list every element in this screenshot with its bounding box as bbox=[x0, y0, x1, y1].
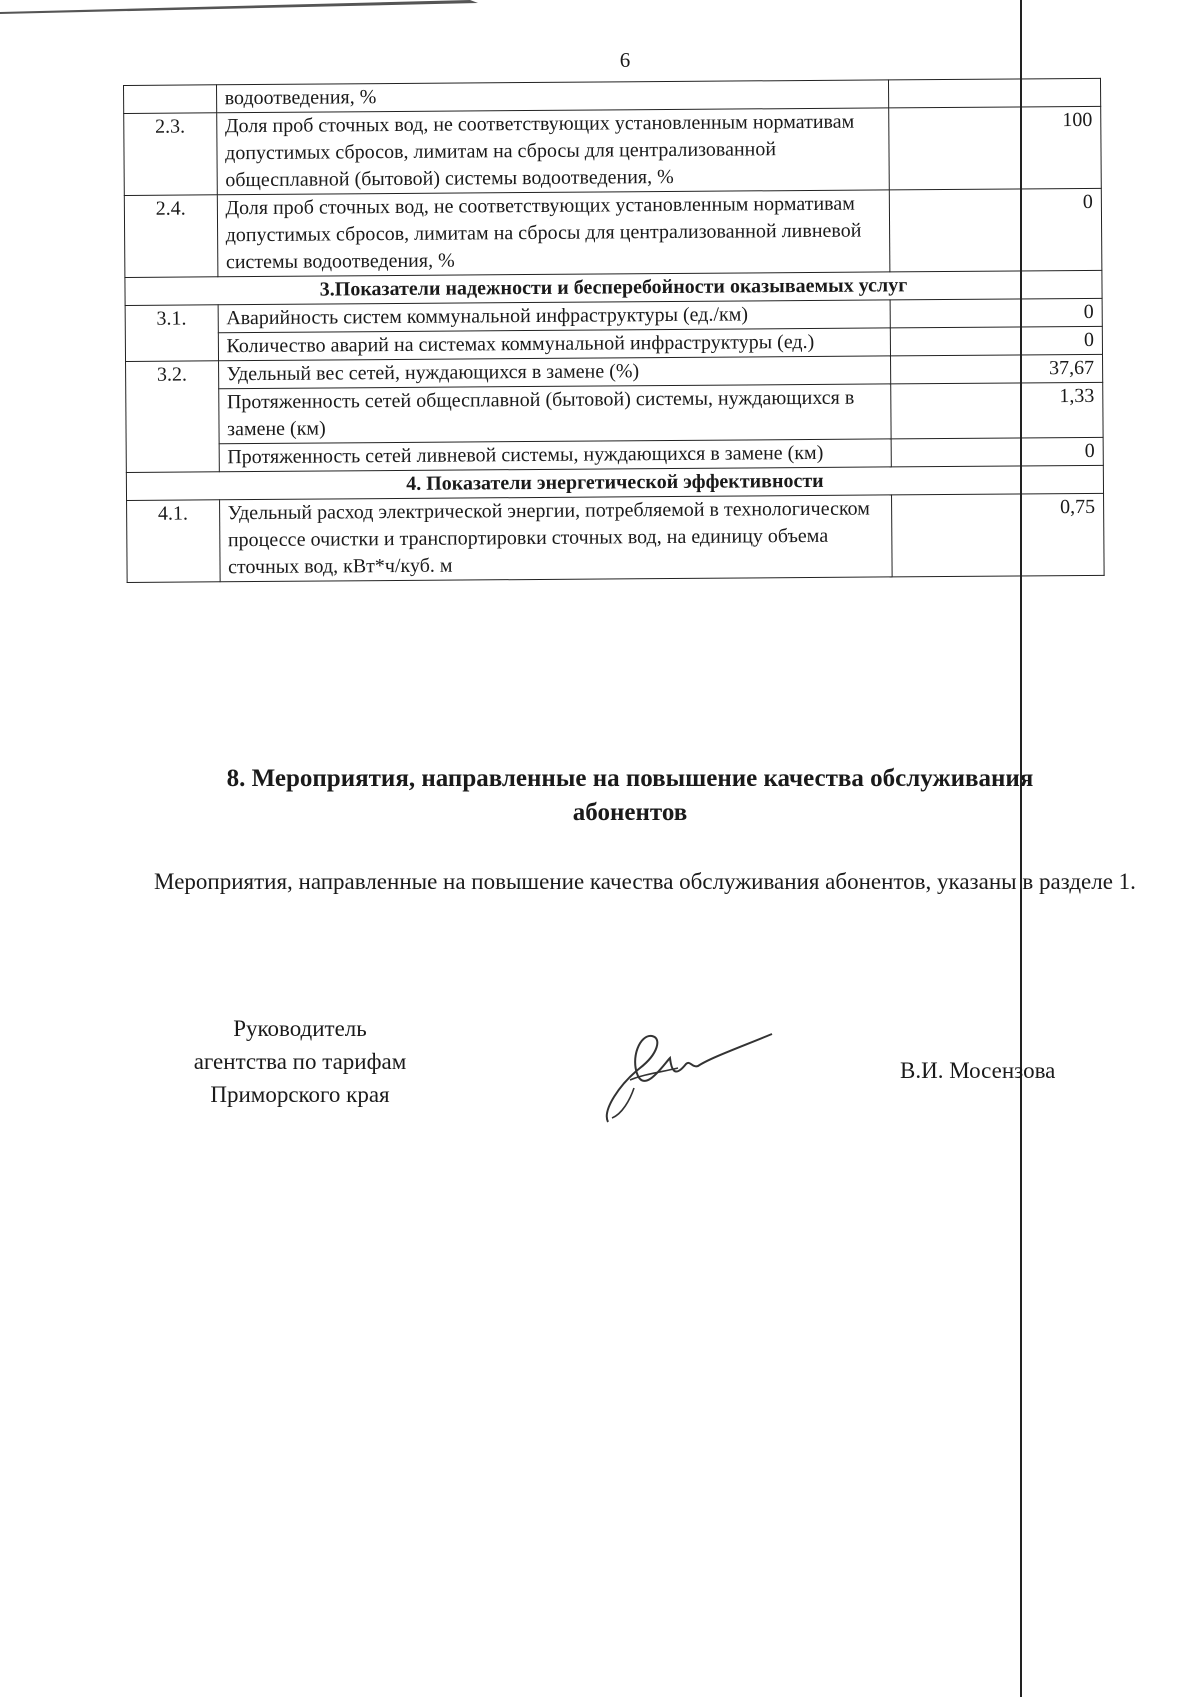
table-row bbox=[126, 382, 1103, 444]
section-title: 3.Показатели надежности и бесперебойности оказываемых услуг bbox=[125, 270, 1102, 305]
signer-name: В.И. Мосензова bbox=[900, 1058, 1056, 1083]
indicators-table bbox=[123, 78, 1105, 583]
section-8-heading: 8. Мероприятия, направленные на повышение качества обслуживания абонентов bbox=[226, 765, 1034, 826]
row-number: 2.4. bbox=[124, 195, 217, 278]
indicator-value: 0 bbox=[890, 188, 1102, 272]
scan-edge-mark bbox=[0, 0, 480, 14]
section-title: 4. Показатели энергетической эффективности bbox=[126, 465, 1103, 500]
indicator-value: 37,67 bbox=[891, 354, 1103, 384]
page-number: 6 bbox=[619, 48, 631, 72]
table-row bbox=[127, 493, 1105, 582]
indicator-value: 100 bbox=[889, 106, 1101, 190]
table-row bbox=[124, 106, 1102, 195]
indicator-value: 0 bbox=[890, 298, 1102, 328]
signer-role-line-3: Приморского края bbox=[210, 1082, 390, 1107]
indicator-value: 0 bbox=[891, 437, 1103, 467]
indicator-name: Удельный вес сетей, нуждающихся в замене (%) bbox=[218, 356, 891, 389]
row-number: 3.1. bbox=[125, 305, 218, 362]
indicator-value bbox=[889, 78, 1101, 108]
handwritten-signature bbox=[600, 1018, 775, 1128]
indicator-name: водоотведения, % bbox=[216, 80, 889, 113]
row-number: 4.1. bbox=[127, 500, 220, 583]
indicator-name: Доля проб сточных вод, не соответствующих установленным нормативам допустимых сбросов, лимитам на сбросы для централизованной общесплавной (бытовой) системы водоотведения, % bbox=[216, 108, 889, 195]
table-row bbox=[124, 188, 1102, 277]
signer-role bbox=[150, 1012, 450, 1111]
indicator-name: Количество аварий на системах коммунальной инфраструктуры (ед.) bbox=[218, 328, 891, 361]
indicator-value: 0,75 bbox=[892, 493, 1104, 577]
indicator-name: Протяженность сетей ливневой системы, нуждающихся в замене (км) bbox=[219, 439, 892, 472]
section-8-body: Мероприятия, направленные на повышение качества обслуживания абонентов, указаны в разделе 1. bbox=[154, 869, 1136, 894]
indicator-name: Удельный расход электрической энергии, потребляемой в технологическом процессе очистки и транспортировки сточных вод, на единицу объема сточных вод, кВт*ч/куб. м bbox=[219, 495, 892, 582]
indicator-value: 1,33 bbox=[891, 382, 1103, 439]
indicators-table-body bbox=[124, 78, 1105, 582]
row-number: 2.3. bbox=[124, 113, 217, 196]
signer-role-line-1: Руководитель bbox=[233, 1016, 367, 1041]
indicator-name: Аварийность систем коммунальной инфраструктуры (ед./км) bbox=[218, 300, 891, 333]
indicator-name: Доля проб сточных вод, не соответствующих установленным нормативам допустимых сбросов, лимитам на сбросы для централизованной ливневой системы водоотведения, % bbox=[217, 190, 890, 277]
signer-role-line-2: агентства по тарифам bbox=[193, 1049, 407, 1074]
row-number bbox=[124, 85, 217, 114]
indicator-value: 0 bbox=[891, 326, 1103, 356]
row-number: 3.2. bbox=[126, 361, 219, 473]
indicator-name: Протяженность сетей общесплавной (бытовой) системы, нуждающихся в замене (км) bbox=[218, 384, 891, 444]
